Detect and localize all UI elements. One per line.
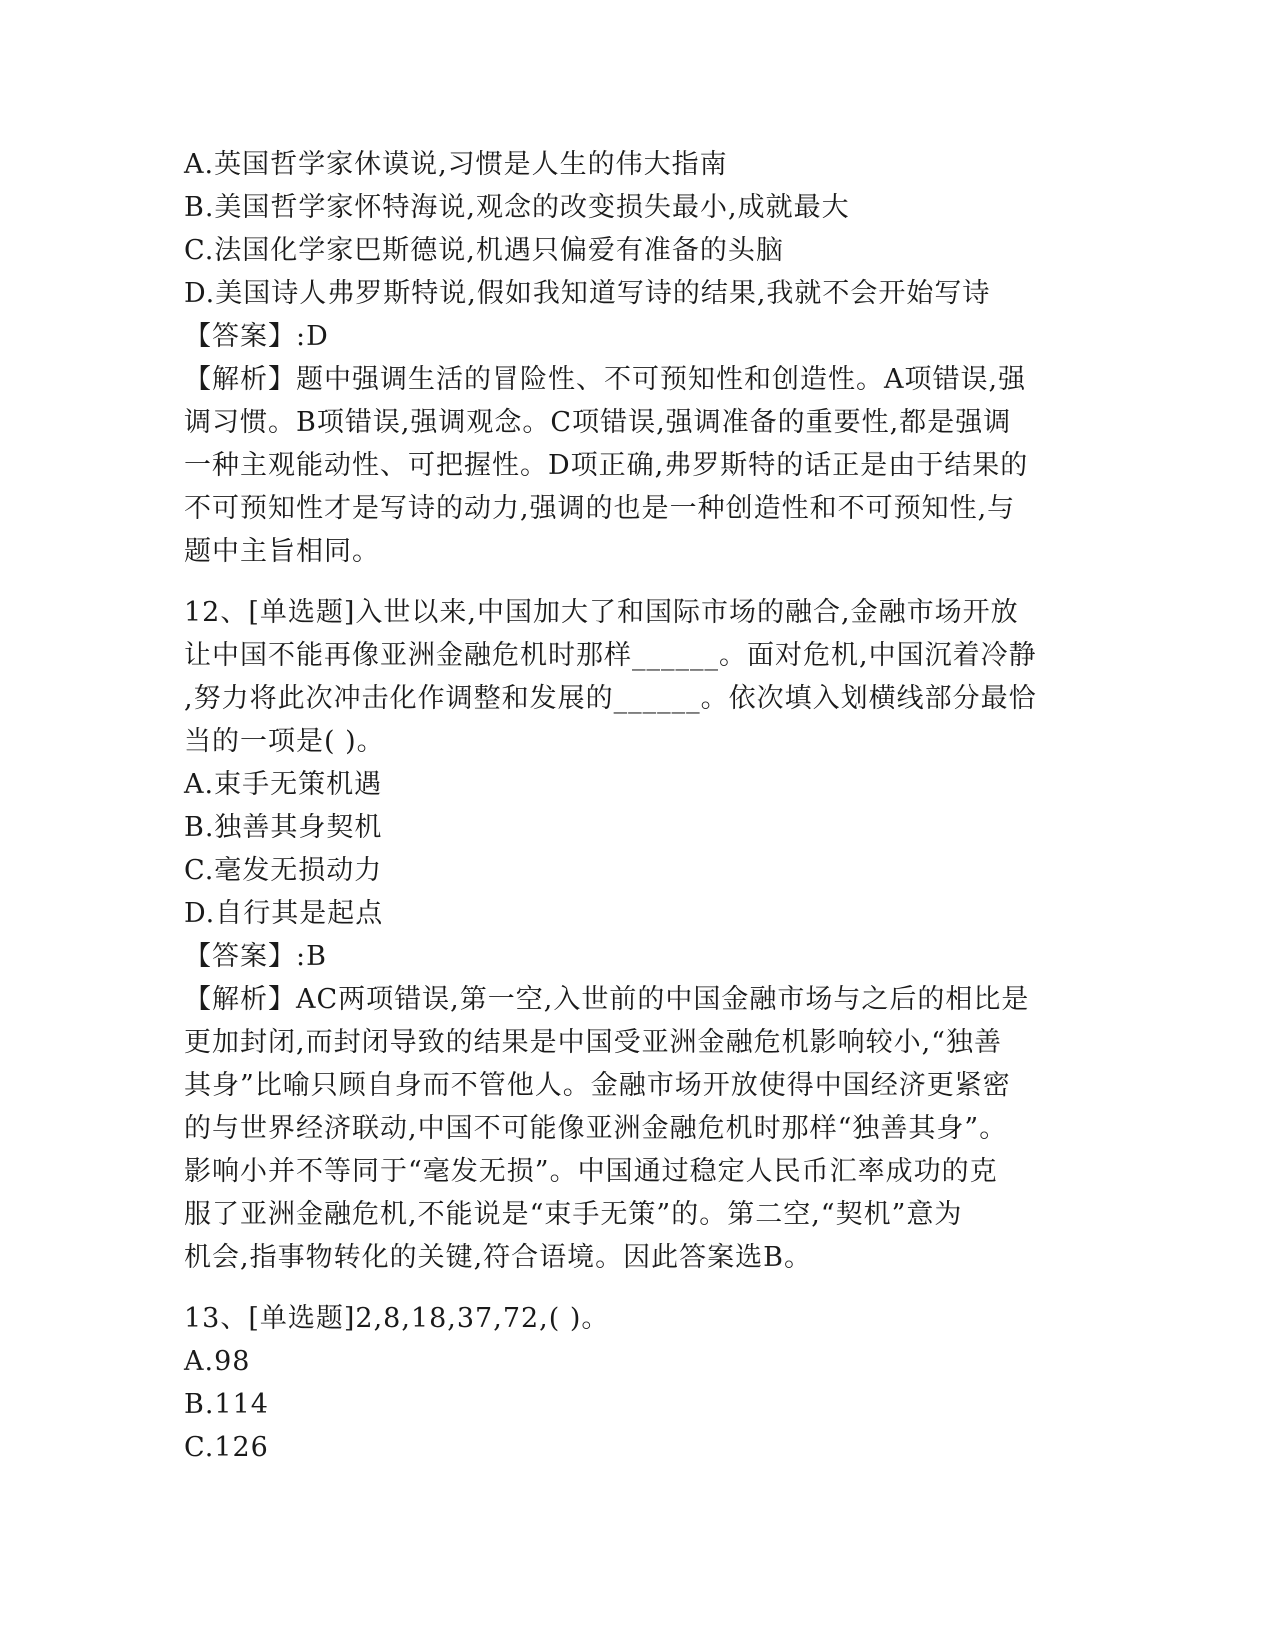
analysis-line: 影响小并不等同于“毫发无损”。中国通过稳定人民币汇率成功的克 <box>184 1156 998 1187</box>
paragraph-gap <box>184 573 1084 591</box>
option-d: D.美国诗人弗罗斯特说,假如我知道写诗的结果,我就不会开始写诗 <box>184 278 991 309</box>
question-12-block <box>184 591 1084 1279</box>
question-stem <box>184 591 1084 763</box>
analysis-line: 【解析】AC两项错误,第一空,入世前的中国金融市场与之后的相比是 <box>184 984 1030 1015</box>
option-b: B.美国哲学家怀特海说,观念的改变损失最小,成就最大 <box>184 192 850 223</box>
analysis-line: 一种主观能动性、可把握性。D项正确,弗罗斯特的话正是由于结果的 <box>184 450 1029 481</box>
question-11-block <box>184 143 1084 573</box>
option-a: A.英国哲学家休谟说,习惯是人生的伟大指南 <box>184 149 728 180</box>
stem-line: 当的一项是( )。 <box>184 726 385 757</box>
option-b: B.114 <box>184 1389 269 1420</box>
question-13-block <box>184 1297 1084 1469</box>
analysis-line: 题中主旨相同。 <box>184 536 380 567</box>
analysis-line: 的与世界经济联动,中国不可能像亚洲金融危机时那样“独善其身”。 <box>184 1113 1008 1144</box>
answer: 【答案】:D <box>184 321 329 352</box>
stem-line: ,努力将此次冲击化作调整和发展的______。依次填入划横线部分最恰 <box>184 683 1037 714</box>
analysis-line: 其身”比喻只顾自身而不管他人。金融市场开放使得中国经济更紧密 <box>184 1070 1011 1101</box>
analysis <box>184 978 1084 1279</box>
stem-line: 12、[单选题]入世以来,中国加大了和国际市场的融合,金融市场开放 <box>184 597 1019 628</box>
option-c: C.毫发无损动力 <box>184 855 383 886</box>
analysis-line: 服了亚洲金融危机,不能说是“束手无策”的。第二空,“契机”意为 <box>184 1199 963 1230</box>
option-b: B.独善其身契机 <box>184 812 383 843</box>
paragraph-gap <box>184 1279 1084 1297</box>
analysis-line: 更加封闭,而封闭导致的结果是中国受亚洲金融危机影响较小,“独善 <box>184 1027 1002 1058</box>
analysis-line: 机会,指事物转化的关键,符合语境。因此答案选B。 <box>184 1242 813 1273</box>
option-c: C.126 <box>184 1432 269 1463</box>
answer: 【答案】:B <box>184 941 327 972</box>
analysis-line: 不可预知性才是写诗的动力,强调的也是一种创造性和不可预知性,与 <box>184 493 1016 524</box>
analysis <box>184 358 1084 573</box>
option-a: A.束手无策机遇 <box>184 769 383 800</box>
analysis-line: 调习惯。B项错误,强调观念。C项错误,强调准备的重要性,都是强调 <box>184 407 1012 438</box>
document-page <box>184 143 1084 1469</box>
option-a: A.98 <box>184 1346 251 1377</box>
option-c: C.法国化学家巴斯德说,机遇只偏爱有准备的头脑 <box>184 235 784 266</box>
option-d: D.自行其是起点 <box>184 898 384 929</box>
question-stem: 13、[单选题]2,8,18,37,72,( )。 <box>184 1303 610 1334</box>
analysis-line: 【解析】题中强调生活的冒险性、不可预知性和创造性。A项错误,强 <box>184 364 1027 395</box>
stem-line: 让中国不能再像亚洲金融危机时那样______。面对危机,中国沉着冷静 <box>184 640 1037 671</box>
